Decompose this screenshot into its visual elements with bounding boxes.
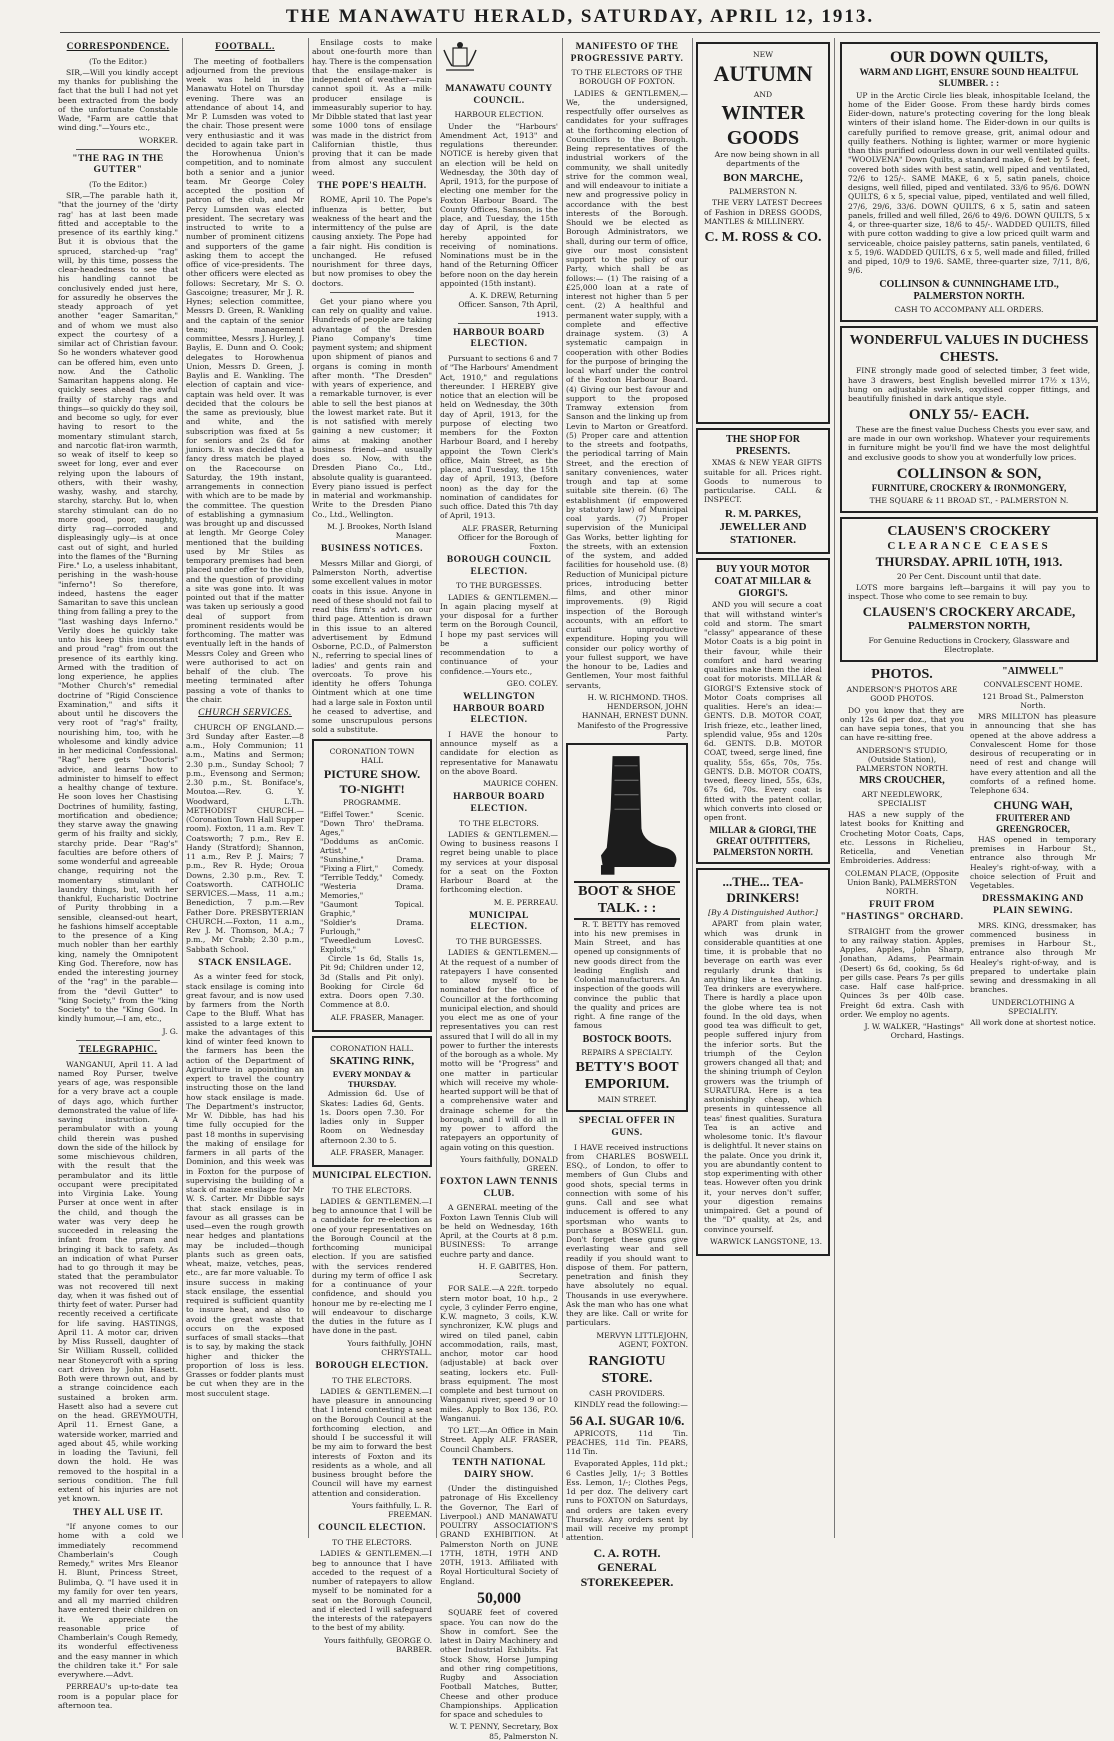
special-offer-guns-heading: SPECIAL OFFER IN GUNS. <box>578 1116 676 1138</box>
duchess-chests-text-2: These are the finest value Duchess Chests you ever saw, and are made in our own workshop. Whatever your requirements in furniture might be you'll find we have the most delightful and exclusive goods to show you at wonderfully low prices. <box>848 424 1090 462</box>
down-quilts-text: UP in the Arctic Circle lies bleak, inhospitable Iceland, the home of the Eider Goose. From these hardy birds comes Eider-down, nature's protecting covering for the long bleak winters of their island home. The Eider-down in our quilts is carefully purified to remove grease, grit, animal odour and quilly feathers. Nothing is lighter, warmer or more hygienic than this purified odourless down in our well ventilated quilts. "WOOLVENA" Down Quilts, a standard make, 6 feet by 5 feet, covered both sides with best satin, well piped and ventilated, 72/6 to 125/-. SAME MAKE, 6 x 5, satin panels, choice designs, well filled, piped and ventilated. 33/6 to 95/6. DOWN QUILTS, 6 x 5, special value, piped, ventilated and well filled, 27/6, 29/6, 33/6. DOWN QUILTS, 6 x 5, satin and sateen panels, frilled and well filled, 26/6 to 49/6. DOWN QUILTS, 5 x 4, or three-quarter size, 18/6 to 45/-. WADDED QUILTS, filled with pure cotton wadding to give a low priced quilt warm and serviceable, choice paisley patterns, satin panels, ventilated, 6 x 5, 19/6. WADDED QUILTS, 6 x 5, well made and filled, frilled and piped, 10/9 to 19/6. SAME, three-quarter size, 7/11, 8/6, 9/6. <box>848 90 1090 276</box>
skating-rink-ad <box>312 1036 432 1167</box>
skating-title: SKATING RINK, <box>329 1055 415 1068</box>
winter-goods-title: WINTER GOODS <box>721 102 805 149</box>
fruit-prices: APRICOTS, 11d Tin. PEACHES, 11d Tin. PEARS, 11d Tin. <box>566 1428 688 1457</box>
column-1 <box>58 38 178 1710</box>
column-3 <box>312 38 432 1654</box>
popes-health-text: ROME, April 10. The Pope's influenza is better, but weakness of the heart and the intermittency of the pulse are causing anxiety. The Pope had a fair night. His condition is unchanged. He refused nourishment for three days, but now promises to obey the doctors. <box>312 195 432 288</box>
rag-gutter-signature: J. G. <box>162 1026 178 1036</box>
dairy-show-secretary: W. T. PENNY, Secretary, Box 85, Palmerston N. <box>449 1722 558 1741</box>
barber-text: LADIES & GENTLEMEN.—I beg to announce that I have acceded to the request of a number of ratepayers to allow myself to be nominated for a seat on the Borough Council, and if elected I will safeguard the interests of the ratepayers to the best of my ability. <box>312 1549 432 1633</box>
rangiotu-store-heading: RANGIOTU STORE. <box>588 1354 666 1387</box>
manifesto-signatures: H. W. RICHMOND. THOS. HENDERSON, JOHN HANNAH, ERNEST DUNN. Manifesto of the Progressive Party. <box>577 692 688 739</box>
chung-wah-text: HAS opened in temporary premises in Harbour St., entrance also through Mr Healey's right-of-way, with a choice selection of Fruit and Vegetables. <box>970 834 1096 891</box>
clausens-arcade: CLAUSEN'S CROCKERY ARCADE, <box>862 604 1076 620</box>
column-6 <box>696 38 830 1538</box>
shop-for-presents-title: THE SHOP FOR PRESENTS. <box>726 434 800 458</box>
down-quilts-subtitle: WARM AND LIGHT, ENSURE SOUND HEALTFUL SLUMBER. : : <box>859 67 1079 90</box>
tea-drinkers-ad <box>696 868 830 1256</box>
motor-coat-title: BUY YOUR MOTOR COAT AT MILLAR & GIORGI'S. <box>714 563 812 600</box>
tennis-club-signature: H. F. GABITES, Hon. Secretary. <box>478 1261 558 1281</box>
duchess-chests-title: WONDERFUL VALUES IN DUCHESS CHESTS. <box>849 333 1089 366</box>
roth-signature: C. A. ROTH. GENERAL STOREKEEPER. <box>580 1545 674 1589</box>
to-burgesses-2: TO THE BURGESSES. <box>456 937 542 947</box>
photos-subtitle: ANDERSON'S PHOTOS ARE GOOD PHOTOS. <box>846 685 958 704</box>
collinson-son-trade: FURNITURE, CROCKERY & IRONMONGERY, <box>871 483 1067 494</box>
programme-item <box>320 819 424 837</box>
separator <box>458 323 540 324</box>
county-notice-signature: A. K. DREW, Returning Officer. Sanson, 7th April, 1913. <box>458 291 558 319</box>
masthead: THE MANAWATU HERALD, SATURDAY, APRIL 12, 1913. <box>60 6 1100 33</box>
telegraphic-text: WANGANUI, April 11. A lad named Roy Purser, twelve years of age, was responsible for a very brave act a couple of days ago, which further demonstrated the value of life-saving instruction. A perambulator with a young child therein was pushed down the side of the hillock by some mischievous children, with the result that the perambulator and its little occupant were precipitated into Virginia Lake. Young Purser at once went in after the child, and though the water was very deep he succeeded in releasing the infant from the pram and bringing it back to safety. As an indication of what Purser had to go through it may be stated that the perambulator was not recovered till next day, when it was fished out of thirty feet of water. Purser had recently received a certificate for life saving. HASTINGS, April 11. A motor car, driven by Miss Russell, daughter of Sir William Russell, collided near Stoneycroft with a spring cart driven by John Hasett. Both were thrown out, and by a strange coincidence each sustained a broken arm. Hasett also had a severe cut on the head. GREYMOUTH, April 11. Ernest Gane, a waterside worker, married and aged about 45, while working in loading the Taviuni, fell down the hold. He was removed to the hospital in a serious condition. The full extent of his injuries are not yet known. <box>58 1059 178 1504</box>
programme-item <box>320 882 424 900</box>
coley-text: LADIES & GENTLEMEN.—In again placing myself at your disposal for a further term on the Borough Council, I hope my past services will be a sufficient recommendation to a continuance of your confidence.—Yours etc., <box>440 592 558 676</box>
borough-election-heading: BOROUGH ELECTION. <box>315 1361 429 1372</box>
skating-manager: ALF. FRASER, Manager. <box>330 1147 424 1157</box>
picture-show-title: PICTURE SHOW. <box>323 767 421 782</box>
coat-of-arms-icon <box>440 40 480 76</box>
chrystall-signature: Yours faithfully, JOHN CHRYSTALL. <box>347 1338 432 1357</box>
to-burgesses-1: TO THE BURGESSES. <box>456 581 542 591</box>
underclothing-specialty: UNDERCLOTHING A SPECIALITY. <box>991 997 1075 1016</box>
autumn-new: NEW <box>753 50 773 59</box>
programme-item <box>320 918 424 936</box>
clausens-reductions: For Genuine Reductions in Crockery, Glassware and Electroplate. <box>868 635 1070 654</box>
shop-for-presents-ad <box>696 428 830 554</box>
programme-item-title: "Terrible Teddy," <box>320 872 383 882</box>
autumn-and: AND <box>753 90 773 100</box>
dressmaking-heading: DRESSMAKING AND PLAIN SEWING. <box>982 894 1084 916</box>
discount-note: 20 Per Cent. Discount until that date. <box>896 571 1042 581</box>
millar-giorgi-signature: MILLAR & GIORGI, THE GREAT OUTFITTERS, PALMERSTON NORTH. <box>709 825 817 858</box>
rangiotu-text: Evaporated Apples, 11d pkt.; 6 Castles Jelly, 1/-; 3 Bottles Ess. Lemon, 1/-; Clothes Pegs, 1d per doz. The delivery cart runs to FOXTON on Saturdays, and orders are taken every Thursday. Any orders sent by mail will receive my prompt attention. <box>566 1459 688 1543</box>
office-to-let: TO LET.—An Office in Main Street. Apply ALF. FRASER, Council Chambers. <box>440 1426 558 1454</box>
to-electors-4: TO THE ELECTORS. <box>459 818 539 828</box>
langstone-signature: WARWICK LANGSTONE, 13. <box>710 1236 822 1246</box>
motor-coat-ad <box>696 558 830 864</box>
programme-item-title: "Eiffel Tower." <box>320 809 374 819</box>
boot-shoe-text: R. T. BETTY has removed into his new premises in Main Street, and has opened up consignments of new goods direct from the leading English and Colonial manufacturers. An inspection of the goods will convince the public that the quality and prices are right. A fine range of the famous <box>574 919 680 1031</box>
programme-item <box>320 900 424 918</box>
croucher-title: MRS CROUCHER, <box>859 775 945 787</box>
left-small-ads <box>840 666 964 1044</box>
chrystall-text: LADIES & GENTLEMEN.—I beg to announce that I will be a candidate for re-election as one of your representatives on the Borough Council at the forthcoming municipal election. If you are satisfied with the services rendered during my term of office I ask for a continuance of your confidence, and should you honour me by re-electing me I will endeavour to discharge the duties in the future as I have done in the past. <box>312 1196 432 1336</box>
duchess-chests-ad <box>840 326 1098 513</box>
programme-item-title: "Soldier's Furlough," <box>320 918 361 937</box>
programme-list <box>320 810 424 955</box>
photos-text: DO you know that they are only 12s 6d per doz., that you can have sepia tones, that you can have re-sitting free. <box>840 705 964 743</box>
programme-item-title: "Tweedledum Loves Exploits," <box>320 936 417 955</box>
programme-item-title: "Gaumont Graphic," <box>320 899 358 918</box>
programme-item-genre: Scenic. <box>396 809 424 819</box>
programme-item-title: "Sunshine," <box>320 854 364 864</box>
rag-gutter-text: SIR,—The parable hath it, "that the journey of the 'dirty rag' has at last been made fitted and acceptable to the presence of its earthly king." But it is obvious that the spruced, starched-up "rag" will, by this time, possess the clear-headedness to see that his handling cannot be conclusively ended just here, for assuredly he observes the steady approach of yet another "eager Samaritan," and of whom we must also expect the courtesy of a similar act of Christian favour. So he wonders whatever good can be offered him, even unto now. And the Catholic Samaritan happens along. He quickly sees ahead the awful frailty of starchy rags and things—so quickly do they soil, and become so ugly, for ever having to resort to the momentary stimulant starch, and narcotic flat-iron warmth, so weak of itself to keep so sweet for long, ever and ever relying upon the labours of others, with their washy, washy, washy, and starchy, starchy, starchy. But lo, when starchy stimulant can do no more good, poor, naughty, dirty rag—corroded and displeasingly ugly—is at once cast out of sight, and hurled into the flames of the "Burning Fire." Lo, a useless inhabitant, perishing in the wash-house "inferno"! So therefore, indeed, hastens the eager Samaritan to save this unclean thing from falling a prey to the "last washing days Inferno." Verily does he quickly take unto his keep this inconstant and proud "rag" from out the presence of its earthly king. Armed with the tradition of long experience, he applies "Mother Church's" remedial doctrine of "Rigid Conscience Examination," and sifts it about until he discovers the very root of "rag's" frailty, nourishing him, too, with he wholesome and kindly advice in her medicinal Confessional. "Rag" here gets "Doctoris" advice, and learns how to administer to himself to effect a healthy change of texture. He soon loves her Chastising Doctrines of humility, fasting, mortification and obedience; they starve away the gnawing germ of his frailty and sickly, starchy pride. Dear "Rag's" faculties are before others of some wonderful and agreeable change, requiring not the momentary stimulant of laundry things, but, with her thankful, Eucharistic Doctrine of Purity throbbing in a sensible, cleansed-out heart, he fashions himself acceptable to the presence of a King much nobler than her earthly king, namely the Omnipotent King God. Therefore, now has ended the interesting journey of the "rag" in the parable—from the "devil Gutter" to "king Society," from the "king Society" to the "King God. In kindly humour,—I am, etc., <box>58 191 178 1024</box>
anderson-studio: ANDERSON'S STUDIO, (Outside Station), PALMERSTON NORTH. <box>855 745 949 774</box>
column-rule <box>182 38 183 1538</box>
tennis-club-text: A GENERAL meeting of the Foxton Lawn Tennis Club will be held on Wednesday, 16th April, at the Courts at 8 p.m. BUSINESS: To arrange euchre party and dance. <box>440 1203 558 1259</box>
programme-item-genre: Comic. <box>398 836 424 846</box>
they-all-use-it-heading: THEY ALL USE IT. <box>72 1507 164 1518</box>
croucher-address: COLEMAN PLACE, (Opposite Union Bank), PALMERSTON NORTH. <box>844 868 960 897</box>
bon-marche-place: PALMERSTON N. <box>728 187 798 197</box>
chung-wah-title: CHUNG WAH, <box>993 798 1073 813</box>
autumn-fashion-text: THE VERY LATEST Decrees of Fashion in DRESS GOODS, MANTLES & MILLINERY. <box>704 198 822 226</box>
column-7 <box>840 38 1098 1538</box>
clearance-ceases: CLEARANCE CEASES <box>887 540 1051 553</box>
duchess-chests-text: FINE strongly made good of selected timber, 3 feet wide, have 3 drawers, best English bevelled mirror 17½ x 13½, hung on adjustable swivels, oxydised copper fittings, and beautifully finished in dark antique style. <box>848 366 1090 404</box>
column-rule <box>692 38 693 1538</box>
tea-drinkers-text: APART from plain water, which was drunk in considerable quantities at one time, it is probable that no beverage on earth was ever regularly drunk that is anything like a tea drinking. Tea drinkers are everywhere. There is hardly a place upon the globe where tea is not found. In the old days, when good tea was difficult to get, people suffered injury from the inferior sorts. But the triumph of the Ceylon growers changed all that; and the shining triumph of Ceylon growers was the triumph of SURATURA. Here is a tea astonishingly cheap, which presents in quintessence all teas' finest qualities. Suratura Tea is an active and wholesome tonic. It's flavour is delightful. It never stains on the palate. Once you drink it, you are abundantly content to stop experimenting with other teas. However often you drink it, your nerves don't suffer, your digestion remains unimpaired. Get a pound of the "D" quality, at 2s, and convince yourself. <box>704 919 822 1234</box>
motor-coat-text: AND you will secure a coat that will withstand winter's cold and storm. The smart "classy" appearance of these Motor Coats is a big point in their favour, while their comfort and hard wearing qualities make them the ideal coat for motorists. MILLAR & GIORGI'S Extensive stock of Motor Coats comprises all qualities. Here's an idea:— GENTS. D.B. MOTOR COAT, Irish frieze, etc., leather lined, splendid value, 95s and 120s 6d. GENTS. D.B. MOTOR COAT, tweed, serge lined, fine quality, 55s, 65s, 70s, 75s. GENTS. D.B. MOTOR COATS, tweed, fleecy lined, 55s, 63s, 67s 6d, 70s. Every coat is fitted with the patent collar, which converts into closed or open front. <box>704 600 822 823</box>
correspondence-heading: CORRESPONDENCE. <box>66 42 170 52</box>
column-4 <box>440 38 559 1741</box>
tennis-club-heading: FOXTON LAWN TENNIS CLUB. <box>440 1177 558 1199</box>
littlejohn-signature: MERVYN LITTLEJOHN, AGENT, FOXTON. <box>596 1330 688 1349</box>
main-street: MAIN STREET. <box>597 1095 657 1105</box>
perreau-text: LADIES & GENTLEMEN.—Owing to business reasons I regret being unable to place my services at your disposal for a seat on the Foxton Harbour Board at the forthcoming election. <box>440 829 558 895</box>
down-quilts-ad <box>840 42 1098 322</box>
bon-marche: BON MARCHE, <box>723 171 803 184</box>
separator <box>76 149 160 150</box>
croucher-subtitle: ART NEEDLEWORK, SPECIALIST <box>861 789 943 808</box>
council-election-heading: COUNCIL ELECTION. <box>318 1523 426 1534</box>
boot-icon <box>574 749 680 879</box>
programme-item <box>320 837 424 855</box>
autumn-title: AUTUMN <box>713 61 813 87</box>
programme-item <box>320 855 424 864</box>
county-notice-text: Under the "Harbours' Amendment Act, 1913" and regulations thereunder. NOTICE is hereby given that an election will be held on Wednesday, the 30th day of April, 1913, for the purpose of electing one member for the Foxton Harbour Board. The County Offices, Sanson, is the place, and Tuesday, the 15th day of April, is the date hereby appointed for receiving of nominations. Nominations must be in the hand of the Returning Officer before noon on the day herein appointed (15th instant). <box>440 121 558 288</box>
business-notices-text: Messrs Millar and Giorgi, of Palmerston North, advertise some excellent values in motor coats in this issue. Anyone in need of these should not fail to read this firm's advt. on our third page. Attention is drawn in this issue to an altered advertisement by Edmund Osborne, P.C.D., of Palmerston N., referring to special lines of ladies' and gents rain and overcoats. To prove his identity he offers Tohunga Ointment which at one time had a large sale in Foxton until he ceased to advertise, and some unscrupulous persons sold a substitute. <box>312 558 432 735</box>
column-rule <box>834 38 835 1538</box>
harbour-board-signature: ALF. FRASER, Returning Officer for the Borough of Foxton. <box>458 523 558 552</box>
perreau-tearoom-note: PERREAU's up-to-date tea room is a popular place for afternoon tea. <box>58 1682 178 1710</box>
cash-providers: CASH PROVIDERS. <box>589 1389 665 1399</box>
aimwell-text: MRS MILLTON has pleasure in announcing that she has opened at the above address a Convalescent Home for those desirous of recuperating or in need of rest and change will have every attention and all the comforts of a refined home. Telephone 634. <box>970 712 1096 796</box>
column-rule <box>308 38 309 1538</box>
skating-days: EVERY MONDAY & THURSDAY. <box>332 1068 412 1089</box>
telegraphic-heading: TELEGRAPHIC. <box>78 1044 158 1055</box>
manifesto-text: LADIES & GENTLEMEN,— We, the undersigned, respectfully offer ourselves as candidates for your suffrages at the forthcoming election of Councillors to the Borough. Being representatives of the industrial workers of the community, we shall unitedly strive for the common weal, and will endeavour to initiate a new and progressive policy in accordance with the best interests of the Borough. Should we be elected as Borough Administrators, we shall, during our term of office, give our most consistent support to the policy of our Party, which shall be as follows:— (1) The raising of a £25,000 loan at a rate of interest not higher than 5 per cent. (2) A healthful and permanent water supply, with a complete and effective drainage system. (3) A systematic campaign in cooperation with other Bodies for the purpose of bringing the local wharf under the control of the Foxton Harbour Board. (4) Giving our best favour and support to the proposed Tramway extension from Sanson and the linking up from Levin to Marton or Greatford. (5) Proper care and attention to the streets and footpaths, the periodical tarring of Main Street, and the erection of sanitary conveniences, water trough and tap at some suitable site therein. (6) The establishment (if empowered by statutory law) of Municipal coal yards. (7) Proper supervision of the Municipal Gas Works, better lighting for the streets, with an extension of the system, and added facilities for household use. (8) Reduction of Municipal picture prices, introducing better films, and other minor improvements. (9) Rigid inspection of the Borough accounts, with an effort to curtail unproductive expenditure. Hoping you will consider our policy worthy of your fullest support, we have the honour to be, Ladies and Gentlemen, Your most faithful servants, <box>566 88 688 690</box>
cohen-text: I HAVE the honour to announce myself as a candidate for election as representative for Manawatu on the above Board. <box>440 729 558 776</box>
piano-advert: Get your piano where you can rely on quality and value. Hundreds of people are taking advantage of the Dresden Piano Company's time payment system; and shipment upon shipment of pianos and organs is coming in month after month. "The Dresden" with years of experience, and a remarkable turnover, is ever able to sell the best pianos at the lowest market rate. But it is not satisfied with merely gaining a new customer; it aims at making another business friend—and usually does so. Now, with the Dresden Piano Co., Ltd., absolute quality is guaranteed. Every piano issued is perfect in material and workmanship. Write to the Dresden Piano Co., Ltd., Wellington. <box>312 296 432 519</box>
picture-show-manager: ALF. FRASER, Manager. <box>330 1012 424 1022</box>
programme-item <box>320 873 424 882</box>
business-notices-heading: BUSINESS NOTICES. <box>321 544 423 555</box>
popes-health-heading: THE POPE'S HEALTH. <box>317 180 427 191</box>
programme-item-title: "Doddums as an Artist," <box>320 836 399 855</box>
aimwell-subtitle: CONVALESCENT HOME. <box>983 680 1083 690</box>
picture-show-venue: CORONATION TOWN HALL <box>329 746 415 765</box>
borough-council-heading: BOROUGH COUNCIL ELECTION. <box>446 555 552 577</box>
sugar-price: 56 A.I. SUGAR 10/6. <box>569 1412 685 1428</box>
dairy-show-details: SQUARE feet of covered space. You can now do the Show in comfort. See the latest in Dairy Machinery and other Industrial Exhibits. Fat Stock Show, Horse Jumping and other ring competitions, Rugby and Association Football Matches, Butter, Cheese and other produce Championships. Application for space and schedules to <box>440 1608 558 1720</box>
clearance-date: THURSDAY. APRIL 10TH, 1913. <box>875 553 1063 569</box>
to-editor-2: (To the Editor.) <box>89 179 147 189</box>
skating-venue: CORONATION HALL. <box>330 1043 414 1053</box>
harbour-board-heading-2: HARBOUR BOARD ELECTION. <box>453 792 545 815</box>
freeman-text: LADIES & GENTLEMEN.—I have pleasure in announcing that I intend contesting a seat on the Borough Council at the forthcoming election, and should I be successful it will be my aim to forward the best interests of Foxton and its residents as a whole, and all business brought before the Council will have my earnest attention and consideration. <box>312 1386 432 1498</box>
church-services-heading: CHURCH SERVICES. <box>198 708 292 719</box>
to-electors-1: TO THE ELECTORS. <box>332 1185 412 1195</box>
boot-shoe-ad <box>566 743 688 1112</box>
manifesto-heading: MANIFESTO OF THE PROGRESSIVE PARTY. <box>570 42 684 64</box>
county-council-heading: MANAWATU COUNTY COUNCIL. <box>445 84 553 106</box>
programme-item-genre: Comedy. <box>392 872 424 882</box>
programme-item-genre: Drama. <box>396 918 424 928</box>
stack-ensilage-text: As a winter feed for stock, stack ensilage is coming into great favour, and is now used by farmers from the North Cape to the Bluff. What has assisted to a large extent to make the advantages of this kind of winter feed known to the farmers has been the action of the Department of Agriculture in appointing an expert to travel the country instructing those on the land how stack ensilage is made. The Department's instructor, Mr W. Dibble, has had his time fully occupied for the past 18 months in supervising the making of ensilage for farmers in all parts of the Dominion, and this week was in Foxton for the purpose of supervising the building of a stack of maize ensilage for Mr W. S. Carter. Mr Dibble says that stack ensilage is in favour as all grasses can be used—even the rough growth near hedges and plantations may be included—though plants such as green oats, wheat, maize, vetches, peas, etc., are far more valuable. To insure success in making stack ensilage, the essential required is sufficient quantity to insure heat, and also to avoid the great waste that occurs on the exposed surfaces of small stacks—that is to say, by making the stack higher and thicker the proportion of loss is less. Grasses or fodder plants must be cut when they are in the most succulent stage. <box>186 972 304 1398</box>
motor-boat-for-sale: FOR SALE.—A 22ft. torpedo stern motor boat, 10 h.p., 2 cycle, 3 cylinder Ferro engine, K.W. magneto, 3 coils, K.W. synchronizer, K.W. plugs and wired on tiled panel, cabin accommodation, rails, mast, anchor, motor car hood (adjustable) at back over seating, lockers etc. Full-brass equipment. The most complete and best turnout on Wanganui river, speed 9 or 10 miles. Apply to Box 136, P.O. Wanganui. <box>440 1284 558 1423</box>
collinson-son: COLLINSON & SON, <box>896 465 1042 482</box>
shop-for-presents-text: XMAS & NEW YEAR GIFTS suitable for all. Prices right. Goods to numerous to particularise. CALL & INSPECT. <box>704 458 822 505</box>
croucher-text: HAS a new supply of the latest books for Knitting and Crocheting Motor Coats, Caps, etc. Lessons in Richelieu, Reticella, and Venetian Embroideries. Address: <box>840 810 964 866</box>
they-all-use-it-text: "If anyone comes to our home with a cold we immediately recommend Chamberlain's Cough Remedy," writes Mrs Eleanor H. Blunt, Princess Street, Bulimba, Q. "I have used it in my family for over ten years, and all my married children have entered their children on it. We appreciate the reasonable price of Chamberlain's Cough Remedy, its wonderful effectiveness and the easy manner in which the children take it." For sale everywhere.—Advt. <box>58 1522 178 1680</box>
dairy-show-text: (Under the distinguished patronage of His Excellency the Governor, The Earl of Liverpool.) AND MANAWATU POULTRY ASSOCIATION'S GRAND EXHIBITION. At Palmerston North on JUNE 17TH, 18TH, 19TH AND 20TH, 1913. Affiliated with Royal Horticultural Society of England. <box>440 1484 558 1586</box>
shortest-notice: All work done at shortest notice. <box>970 1018 1096 1028</box>
special-offer-guns-text: I HAVE received instructions from CHARLES BOSWELL ESQ., of London, to offer to members of Gun Clubs and good shots, special terms in connection with some of his guns. Call and see what inducement is offered to any sportsman who wants to purchase a BOSWELL gun. Don't forget these guns give everlasting wear and sell readily if you should want to dispose of them. For pattern, penetration and finish they have absolutely no equal. Thousands in use everywhere. Ask the man who has one what they are like. Call or write for particulars. <box>566 1142 688 1328</box>
stack-ensilage-heading: STACK ENSILAGE. <box>198 957 292 968</box>
column-2 <box>186 38 304 1538</box>
programme-item <box>320 936 424 954</box>
dressmaking-text: MRS. KING, dressmaker, has commenced business in premises in Harbour St., entrance also through Mr Healey's right-of-way, and is prepared to undertake plain sewing and dressmaking in all branches. <box>970 920 1096 995</box>
tea-drinkers-byline: [By A Distinguished Author.] <box>708 908 818 918</box>
kindly-read: KINDLY read the following:— <box>574 1400 688 1410</box>
football-text: The meeting of footballers adjourned from the previous week was held in the Manawatu Hotel on Thursday evening. There was an attendance of about 14, and Mr P. Lumsden was voted to the chair. Those present were very enthusiastic and it was decided to again take part in the Horowhenua Union's competition, and to nominate both a senior and a junior team. Mr George Coley accepted the position of patron of the club, and Mr Percy Lumsden was elected president. The secretary was instructed to write to a number of prominent citizens and supporters of the game asking them to accept the office of vice-presidents. The other officers were elected as follows: Secretary, Mr S. O. Gascoigne; treasurer, Mr J. R. Hynes; selection committee, Messrs D. Green, R. Wankling and the captain of the senior team; management committee, Messrs J. Hurley, J. Baylis, E. Dunn and O. Cook; delegates to Horowhenua Union, Messrs D. Green, J. Baylis and E. Wankling. The election of captain and vice-captain was held over. It was decided that the colours be the same as previously, blue and white, and the subscription was fixed at 5s for seniors and 2s 6d for juniors. It was decided that a fancy dress match be played on the Racecourse on Saturday, the 19th instant, arrangements in connection with which are to be made by the committee. The question of establishing a gymnasium was brought up and discussed at length. Mr George Coley mentioned that the building used by Mr Stiles as temporary premises had been placed under offer to the club, and the question of providing a site was gone into. It was pointed out that if the matter was taken up seriously a good deal of support from prominent residents would be forthcoming. The matter was eventually left in the hands of Messrs Coley and Green who were authorised to act on behalf of the club. The meeting terminated after passing a vote of thanks to the chair. <box>186 56 304 704</box>
tea-drinkers-title: ...THE... TEA-DRINKERS! <box>722 874 804 906</box>
church-services-text: CHURCH OF ENGLAND.—3rd Sunday after Easter.—8 a.m., Holy Communion; 11 a.m., Matins and Sermon; 2.30 p.m., Sunday School; 7 p.m., Evensong and Sermon; 2.30 p.m., St. Boniface's, Moutoa.—Rev. G. Y. Woodward, L.Th. METHODIST CHURCH.—(Coronation Town Hall Supper room). Foxton, 11 a.m. Rev T. Coatsworth; 7 p.m., Rev E. Handy (Stratford); Shannon, 11 a.m., Rev P. J. Mairs; 7 p.m., Rev R. Hyde; Oroua Downs, 2.30 p.m., Rev. T. Coatsworth. CATHOLIC SERVICES.—Mass, 11 a.m.; Benediction, 7 p.m.—Rev Father Dore. PRESBYTERIAN CHURCH.—Foxton, 11 a.m., Rev J. M. Thomson, M.A.; 7 p.m., Mr Crabb; 2.30 p.m., Sabbath School. <box>186 722 304 954</box>
dairy-show-heading: TENTH NATIONAL DAIRY SHOW. <box>452 1457 546 1480</box>
municipal-election-heading-2: MUNICIPAL ELECTION. <box>469 910 529 933</box>
separator <box>330 292 414 293</box>
harbour-board-text: Pursuant to sections 6 and 7 of "The Harbours' Amendment Act, 1910," and regulations thereunder. I HEREBY give notice that an election will be held on Wednesday, the 30th day of April, 1913, for the purpose of electing two members for the Foxton Harbour Board, and I hereby appoint the Town Clerk's office, Main Street, as the place, and Tuesday, the 15th day of April, 1913, (before noon) as the day for the nomination of candidates for such office. Dated this 7th day of April, 1913. <box>440 354 559 521</box>
programme-item-genre: Drama. <box>396 854 424 864</box>
aimwell-title: "AIMWELL" <box>1002 666 1064 678</box>
walker-signature: J. W. WALKER, "Hastings" Orchard, Hastings. <box>864 1022 964 1041</box>
dairy-show-square-feet: 50,000 <box>477 1589 521 1607</box>
programme-item <box>320 864 424 873</box>
collinson-cunninghame-signature: COLLINSON & CUNNINGHAME LTD., PALMERSTON NORTH. <box>879 278 1059 302</box>
football-heading: FOOTBALL. <box>215 42 275 52</box>
programme-item-genre: C. <box>416 936 424 946</box>
column-5 <box>566 38 688 1589</box>
wellington-harbour-heading: WELLINGTON HARBOUR BOARD ELECTION. <box>453 692 545 726</box>
programme-item-genre: Drama. <box>396 818 424 828</box>
right-small-ads <box>970 666 1096 1044</box>
programme-item-title: "Westeria Memories," <box>320 881 364 900</box>
barber-signature: Yours faithfully, GEORGE O. BARBER. <box>324 1635 432 1654</box>
green-signature: Yours faithfully, DONALD GREEN. <box>460 1154 558 1174</box>
letter-1-text: SIR,—Will you kindly accept my thanks for publishing the fact that the bull I had not yet been extracted from the body of the unfortunate Constable Wade, "Farm are cattle that wind ding."—Yours etc., <box>58 67 178 133</box>
column-rule <box>562 38 563 1538</box>
clausens-place: PALMERSTON NORTH, <box>907 620 1031 633</box>
cm-ross-signature: C. M. ROSS & CO. <box>704 230 822 246</box>
clausens-text: LOTS more bargains left—bargains it will pay you to inspect. Those who come to see remain to buy. <box>848 582 1090 602</box>
chung-wah-subtitle: FRUITERER AND GREENGROCER, <box>995 812 1071 834</box>
picture-show-prices: Circle 1s 6d, Stalls 1s, Pit 9d; Children under 12, 3d (Stalls and Pit only). Booking for Circle 6d extra. Doors open 7.30. Commence at 8.0. <box>320 954 424 1010</box>
column-rule <box>436 38 437 1538</box>
duchess-chests-price: ONLY 55/- EACH. <box>908 407 1030 424</box>
rag-gutter-heading: "THE RAG IN THE GUTTER" <box>72 153 164 176</box>
programme-item-title: "Fixing a Flirt," <box>320 863 379 873</box>
clausens-crockery-ad <box>840 517 1098 662</box>
separator <box>76 1040 160 1041</box>
programme-item-genre: Topical. <box>394 899 424 909</box>
aimwell-address: 121 Broad St., Palmerston North. <box>982 691 1084 710</box>
programme-item <box>320 810 424 819</box>
green-text: LADIES & GENTLEMEN.—At the request of a number of ratepayers I have consented to allow myself to be nominated for the office of Councillor at the forthcoming municipal election, and should you elect me as one of your representatives you can rest assured that I will do all in my power to further the interests of the borough as a whole. My motto will be "Progress" and one matter in particular which will receive my whole-hearted support will be that of a comprehensive water and drainage scheme for the borough, and I will do all in my power to afford the ratepayers an opportunity of again voting on this question. <box>440 948 558 1152</box>
to-editor-1: (To the Editor.) <box>89 56 147 66</box>
autumn-text: Are now being shown in all departments of the <box>714 150 820 169</box>
to-electors-3: TO THE ELECTORS. <box>332 1538 412 1548</box>
municipal-election-heading: MUNICIPAL ELECTION. <box>312 1171 432 1182</box>
coley-signature: GEO. COLEY. <box>506 678 558 688</box>
programme-label: PROGRAMME. <box>343 798 401 808</box>
boot-shoe-title: BOOT & SHOE TALK. : : <box>574 881 680 919</box>
piano-signature: M. J. Brookes, North Island Manager. <box>327 521 432 541</box>
programme-item-title: "Down Thro' the Ages," <box>320 818 397 837</box>
bostock-boots: BOSTOCK BOOTS. <box>582 1033 672 1045</box>
programme-item-genre: Drama. <box>396 881 424 891</box>
cohen-signature: MAURICE COHEN. <box>483 779 558 789</box>
small-ads-row <box>840 666 1098 1044</box>
down-quilts-title: OUR DOWN QUILTS, <box>889 49 1049 66</box>
picture-show-tonight: TO-NIGHT! <box>339 781 405 796</box>
autumn-winter-ad <box>696 42 830 424</box>
picture-show-ad <box>312 739 432 1032</box>
harbour-board-heading: HARBOUR BOARD ELECTION. <box>453 327 545 350</box>
hastings-orchard-heading: FRUIT FROM "HASTINGS" ORCHARD. <box>840 900 964 922</box>
parkes-signature: R. M. PARKES, JEWELLER AND STATIONER. <box>719 507 807 547</box>
photos-title: PHOTOS. <box>871 667 933 683</box>
clausens-title: CLAUSEN'S CROCKERY <box>887 524 1051 540</box>
cash-with-orders: CASH TO ACCOMPANY ALL ORDERS. <box>894 305 1044 315</box>
perreau-signature: M. E. PERREAU. <box>493 897 558 907</box>
to-electors-2: TO THE ELECTORS. <box>332 1375 412 1385</box>
manifesto-sub: TO THE ELECTORS OF THE BOROUGH OF FOXTON. <box>571 68 683 87</box>
county-harbour-election: HARBOUR ELECTION. <box>454 110 544 120</box>
programme-item-genre: Comedy. <box>392 863 424 873</box>
bettys-boot-emporium: BETTY'S BOOT EMPORIUM. <box>575 1060 679 1093</box>
freeman-signature: Yours faithfully, L. R. FREEMAN. <box>351 1500 432 1520</box>
collinson-son-address: THE SQUARE & 11 BROAD ST., - PALMERSTON N. <box>869 496 1069 506</box>
hastings-orchard-text: STRAIGHT from the grower to any railway station. Apples, Apples, Apples, John Sharp, Jonathan, Adams, Pearmain (Desert) 6s 6d, cooking, 5s 6d per gills case. Pears 7s per gills case. Half case half-price. Quinces 3s per 40lb case. Freight 6d extra. Cash with order. We employ no agents. <box>840 926 964 1019</box>
letter-1-signature: WORKER. <box>138 135 178 145</box>
repairs-specialty: REPAIRS A SPECIALTY. <box>581 1047 673 1057</box>
skating-text: Admission 6d. Use of Skates: Ladies 6d, Gents. 1s. Doors open 7.30. For ladies only in Supper Room on Wednesday afternoon 2.30 to 5. <box>320 1089 424 1145</box>
ensilage-continued: Ensilage costs to make about one-fourth more than hay. There is the compensation that the ensilage-maker is independent of weather—rain cannot spoil it. As a milk-producer ensilage is immeasurably superior to hay. Mr Dibble stated that last year some 1000 tons of ensilage was made in the district from Californian thistle, thus proving that it can be made from almost any succulent weed. <box>312 38 432 177</box>
